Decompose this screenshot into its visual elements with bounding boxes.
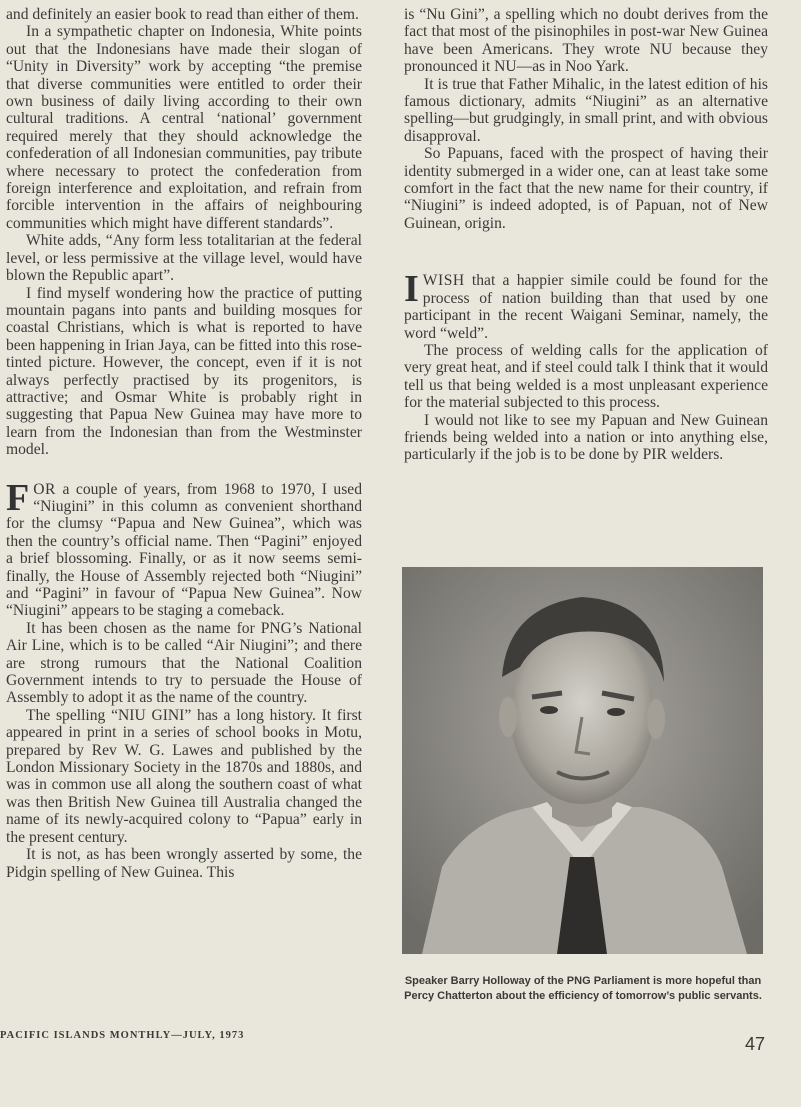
paragraph-text: a couple of years, from 1968 to 1970, I used “Niugini” in this column as convenient shorthand for the clumsy “Papua and New Guinea”, which was then the country’s official name. Then “Pagini” enjoyed a brief blossoming. Finally, or as it now seems semi-finally, the House of Assembly rejected both “Niugini” and “Pagini” in favour of “Papua New Guinea”. Now “Niugini” appears to be staging a comeback.	[6, 480, 362, 620]
paragraph: White adds, “Any form less totalitarian at the federal level, or less permissive at the village level, would have blown the Republic apart”.	[6, 232, 362, 285]
paragraph-text: that a happier simile could be found for the process of nation building than that used by one participant in the recent Waigani Seminar, namely, the word “weld”.	[404, 272, 768, 342]
right-column	[404, 6, 768, 464]
paragraph: It is not, as has been wrongly asserted by some, the Pidgin spelling of New Guinea. This	[6, 846, 362, 881]
paragraph: The process of welding calls for the application of very great heat, and if steel could talk I think that it would tell us that being welded is a most unpleasant experience for the material subjected to this process.	[404, 341, 768, 412]
paragraph: The spelling “NIU GINI” has a long history. It first appeared in print in a series of school books in Motu, prepared by Rev W. G. Lawes and published by the London Missionary Society in the 1870s and 1880s, and was in common use all along the southern coast of what was then British New Guinea till Australia changed the name of its newly-acquired colony to “Papua” early in the present century.	[6, 706, 362, 846]
left-column	[6, 6, 362, 881]
paragraph: I find myself wondering how the practice of putting mountain pagans into pants and building mosques for coastal Christians, which is what is reported to have been happening in Irian Jaya, can be fitted into this rose-tinted picture. However, the concept, even if it is not always perfectly practised by its progenitors, is attractive; and Osmar White is probably right in suggesting that Papua New Guinea may have more to learn from the Indonesian than from the Westminster model.	[6, 284, 362, 459]
portrait-illustration	[402, 567, 763, 954]
paragraph: and definitely an easier book to read than either of them.	[6, 6, 359, 23]
paragraph: It is true that Father Mihalic, in the latest edition of his famous dictionary, admits “Niugini” as an alternative spelling—but grudgingly, in small print, and with obvious disapproval.	[404, 75, 768, 145]
photo-caption: Speaker Barry Holloway of the PNG Parliament is more hopeful than Percy Chatterton about the efficiency of tomorrow’s public servants.	[404, 975, 762, 1002]
portrait-photo	[402, 567, 763, 954]
dropcap: F	[6, 476, 30, 519]
page-number: 47	[744, 1034, 765, 1054]
paragraph: So Papuans, faced with the prospect of having their identity submerged in a wider one, can at least take some comfort in the fact that the new name for their country, if “Niugini” is indeed adopted, is of Papuan, not of New Guinean, origin.	[404, 145, 768, 232]
publication-footer: PACIFIC ISLANDS MONTHLY—JULY, 1973	[0, 1030, 245, 1041]
paragraph: I would not like to see my Papuan and New Guinean friends being welded into a nation or into anything else, particularly if the job is to be done by PIR welders.	[404, 411, 768, 464]
section-paragraph-dropcap	[404, 268, 768, 342]
paragraph: It has been chosen as the name for PNG’s National Air Line, which is to be called “Air Niugini”; and there are strong rumours that the National Coalition Government intends to try to persuade the House of Assembly to adopt it as the name of the country.	[6, 619, 362, 707]
paragraph: In a sympathetic chapter on Indonesia, White points out that the Indonesians have made their slogan of “Unity in Diversity” work by accepting “the premise that diverse communities were entitled to order their own business of daily living according to their own cultural traditions. A central ‘national’ government required merely that they should acknowledge the confederation of all Indonesian communities, pay tribute where necessary to protect the confederation from foreign interference and exploitation, and refrain from forcible intervention in the affairs of neighbouring communities which might have different standards”.	[6, 23, 362, 232]
dropcap-lead: OR	[33, 480, 56, 498]
paragraph: is “Nu Gini”, a spelling which no doubt derives from the fact that most of the pisinophiles in post-war New Guinea have been Americans. They wrote NU because they pronounced it NU—as in Noo Yark.	[404, 6, 768, 76]
dropcap-lead: WISH	[422, 272, 465, 290]
section-paragraph-dropcap	[6, 476, 362, 620]
dropcap: I	[404, 268, 419, 311]
